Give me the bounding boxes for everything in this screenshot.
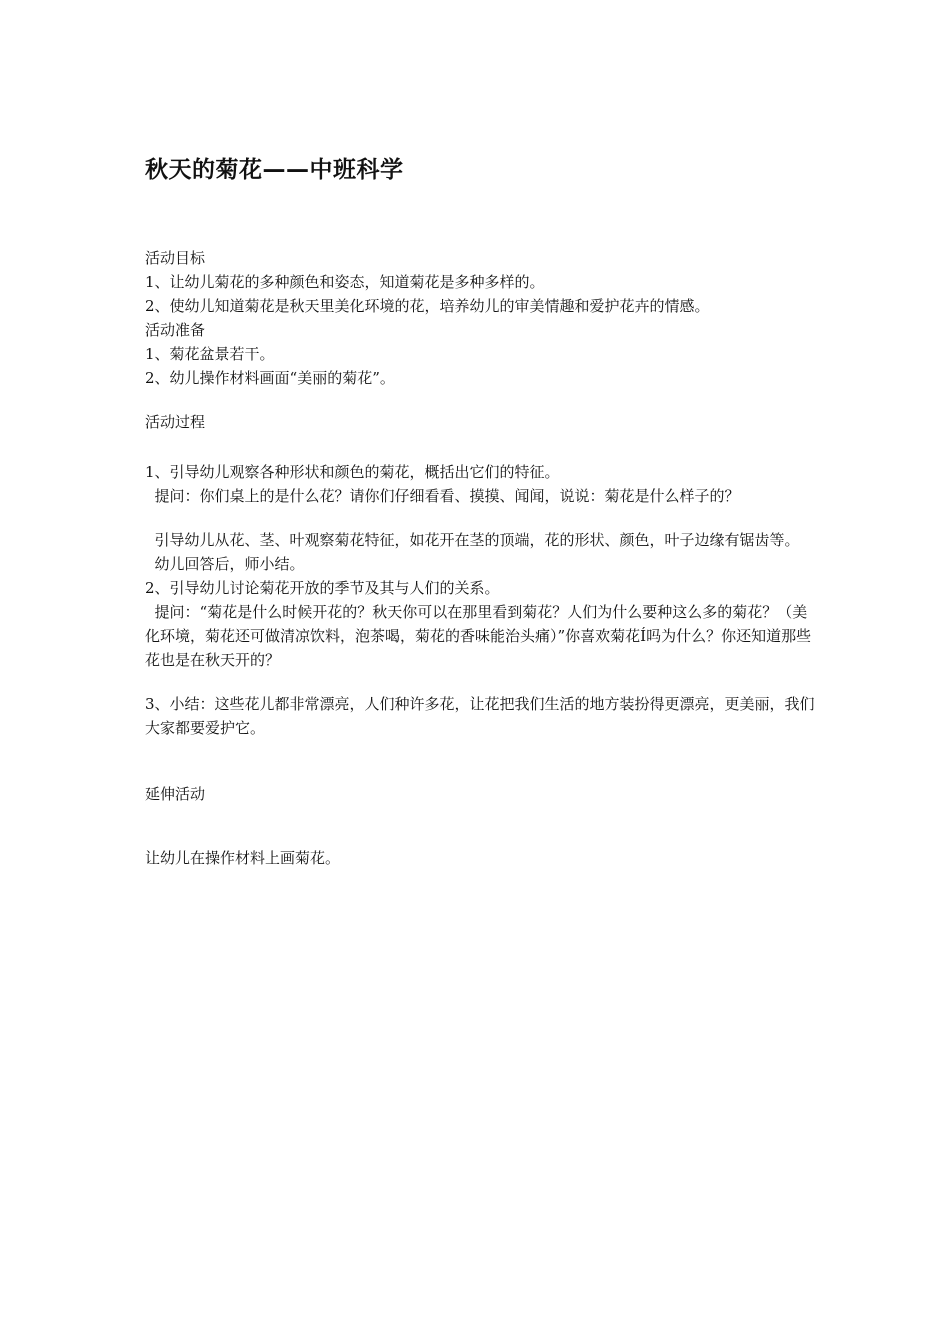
document-body (145, 150, 820, 870)
prep-item-2: 2、幼儿操作材料画面“美丽的菊花”。 (145, 369, 395, 387)
goals-heading: 活动目标 (145, 249, 206, 267)
goal-item-1: 1、让幼儿菊花的多种颜色和姿态，知道菊花是多种多样的。 (145, 273, 545, 291)
step-2-question: 提问：“菊花是什么时候开花的？秋天你可以在那里看到菊花？人们为什么要种这么多的菊花？（美化环境，菊花还可做清凉饮料，泡茶喝，菊花的香味能治头痛）”你喜欢菊花Í吗为什么？你还知道那些花也是在秋天开的？ (145, 603, 812, 669)
prep-item-1: 1、菊花盆景若干。 (145, 345, 275, 363)
step-2: 2、引导幼儿讨论菊花开放的季节及其与人们的关系。 (145, 579, 500, 597)
document-title: 秋天的菊花——中班科学 (145, 157, 404, 183)
step-1: 1、引导幼儿观察各种形状和颜色的菊花，概括出它们的特征。 (145, 463, 560, 481)
prep-heading: 活动准备 (145, 321, 206, 339)
step-1-guide: 引导幼儿从花、茎、叶观察菊花特征，如花开在茎的顶端，花的形状、颜色，叶子边缘有锯齿等。 (145, 531, 800, 549)
process-heading: 活动过程 (145, 413, 206, 431)
extension-heading: 延伸活动 (145, 785, 206, 803)
step-1-question: 提问：你们桌上的是什么花？请你们仔细看看、摸摸、闻闻，说说：菊花是什么样子的？ (145, 487, 740, 505)
step-1-summary: 幼儿回答后，师小结。 (145, 555, 305, 573)
step-3: 3、小结：这些花儿都非常漂亮，人们种许多花，让花把我们生活的地方装扮得更漂亮，更美丽，我们大家都要爱护它。 (145, 695, 815, 737)
extension-text: 让幼儿在操作材料上画菊花。 (145, 849, 341, 867)
goal-item-2: 2、使幼儿知道菊花是秋天里美化环境的花，培养幼儿的审美情趣和爱护花卉的情感。 (145, 297, 710, 315)
